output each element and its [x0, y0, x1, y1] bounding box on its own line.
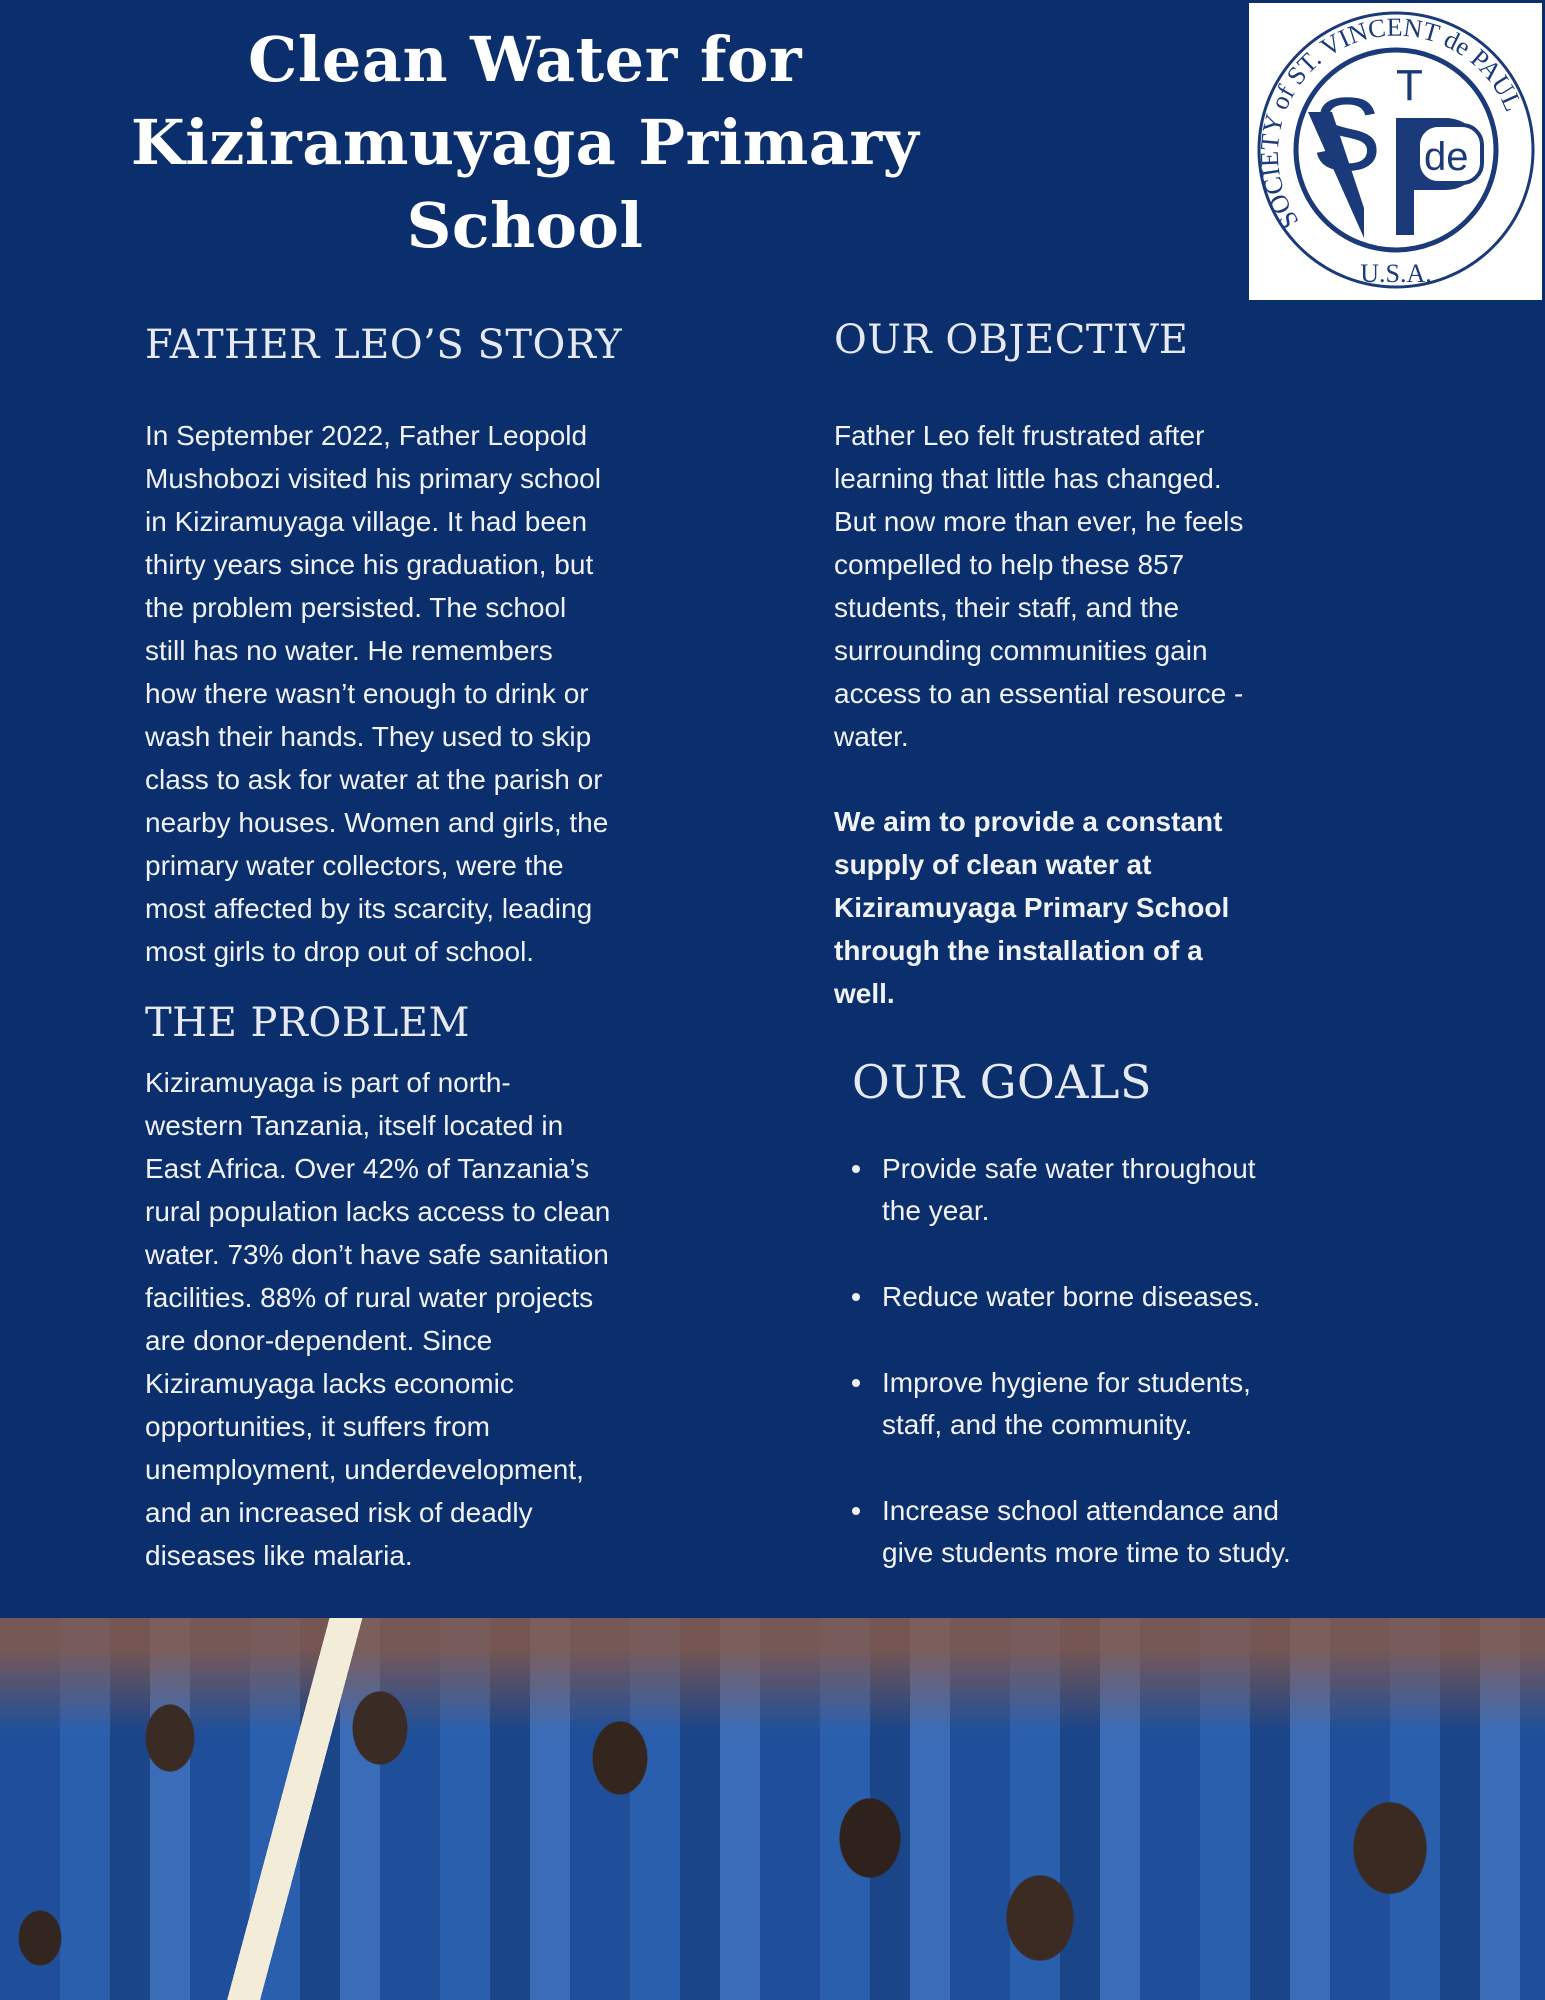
svdp-seal-icon [1246, 0, 1545, 303]
text-line: Father Leo felt frustrated after [834, 420, 1205, 451]
text-line: Kiziramuyaga Primary School [834, 892, 1230, 923]
text-line: well. [834, 978, 895, 1009]
goal-text: Reduce water borne diseases. [882, 1281, 1261, 1312]
bullet-icon [852, 1165, 860, 1173]
svdp-logo [1246, 0, 1545, 303]
text-line: in Kiziramuyaga village. It had been [145, 506, 588, 537]
svg-text:U.S.A.: U.S.A. [1360, 259, 1432, 288]
text-line: East Africa. Over 42% of Tanzania’s [145, 1153, 590, 1184]
text-line: and an increased risk of deadly [145, 1497, 533, 1528]
text-line: the problem persisted. The school [145, 592, 567, 623]
goal-text: Improve hygiene for students, [882, 1367, 1251, 1398]
goal-item [852, 1276, 1291, 1318]
text-line: facilities. 88% of rural water projects [145, 1282, 594, 1313]
text-line: surrounding communities gain [834, 635, 1208, 666]
svg-text:T: T [1396, 61, 1423, 110]
father-leo-story [145, 414, 608, 973]
page-title [80, 18, 970, 267]
goals-heading: OUR GOALS [852, 1055, 1152, 1109]
text-line: access to an essential resource - [834, 678, 1244, 709]
text-line: But now more than ever, he feels [834, 506, 1244, 537]
text-line: diseases like malaria. [145, 1540, 413, 1571]
text-line: compelled to help these 857 [834, 549, 1185, 580]
bullet-icon [852, 1293, 860, 1301]
text-line: unemployment, underdevelopment, [145, 1454, 584, 1485]
title-line: Clean Water for [247, 23, 803, 96]
text-line: water. [834, 721, 909, 752]
text-line: water. 73% don’t have safe sanitation [145, 1239, 609, 1270]
svg-text:SOCIETY of ST. VINCENT de PAUL: SOCIETY of ST. VINCENT de PAUL [1254, 12, 1529, 234]
text-line: opportunities, it suffers from [145, 1411, 490, 1442]
goal-item [852, 1490, 1291, 1574]
text-line: Kiziramuyaga lacks economic [145, 1368, 514, 1399]
goal-text: give students more time to study. [882, 1537, 1291, 1568]
goals-list [852, 1148, 1291, 1618]
goal-text: staff, and the community. [882, 1409, 1193, 1440]
title-line: School [406, 189, 644, 262]
text-line: We aim to provide a constant [834, 806, 1223, 837]
bullet-icon [852, 1379, 860, 1387]
text-line: are donor-dependent. Since [145, 1325, 493, 1356]
text-line: thirty years since his graduation, but [145, 549, 594, 580]
bullet-icon [852, 1507, 860, 1515]
text-line: rural population lacks access to clean [145, 1196, 611, 1227]
objective-text [834, 414, 1243, 758]
goal-text: the year. [882, 1195, 990, 1226]
text-line: how there wasn’t enough to drink or [145, 678, 589, 709]
text-line: western Tanzania, itself located in [145, 1110, 564, 1141]
svg-text:S: S [1312, 77, 1382, 193]
text-line: students, their staff, and the [834, 592, 1180, 623]
text-line: Mushobozi visited his primary school [145, 463, 601, 494]
text-line: wash their hands. They used to skip [145, 721, 592, 752]
text-line: class to ask for water at the parish or [145, 764, 603, 795]
objective-aim [834, 800, 1229, 1015]
father-leo-heading: FATHER LEO’S STORY [145, 322, 623, 368]
goal-item [852, 1362, 1291, 1446]
text-line: supply of clean water at [834, 849, 1152, 880]
objective-heading: OUR OBJECTIVE [834, 317, 1189, 363]
goal-text: Provide safe water throughout [882, 1153, 1256, 1184]
text-line: In September 2022, Father Leopold [145, 420, 588, 451]
text-line: Kiziramuyaga is part of north- [145, 1067, 511, 1098]
svg-text:de: de [1424, 135, 1469, 179]
problem-heading: THE PROBLEM [145, 1000, 470, 1046]
text-line: learning that little has changed. [834, 463, 1222, 494]
text-line: through the installation of a [834, 935, 1203, 966]
text-line: still has no water. He remembers [145, 635, 553, 666]
students-photo [0, 1618, 1545, 2000]
text-line: most affected by its scarcity, leading [145, 893, 593, 924]
title-line: Kiziramuyaga Primary [130, 106, 920, 179]
problem-text [145, 1061, 610, 1577]
text-line: primary water collectors, were the [145, 850, 564, 881]
text-line: most girls to drop out of school. [145, 936, 535, 967]
goal-text: Increase school attendance and [882, 1495, 1279, 1526]
text-line: nearby houses. Women and girls, the [145, 807, 609, 838]
goal-item [852, 1148, 1291, 1232]
